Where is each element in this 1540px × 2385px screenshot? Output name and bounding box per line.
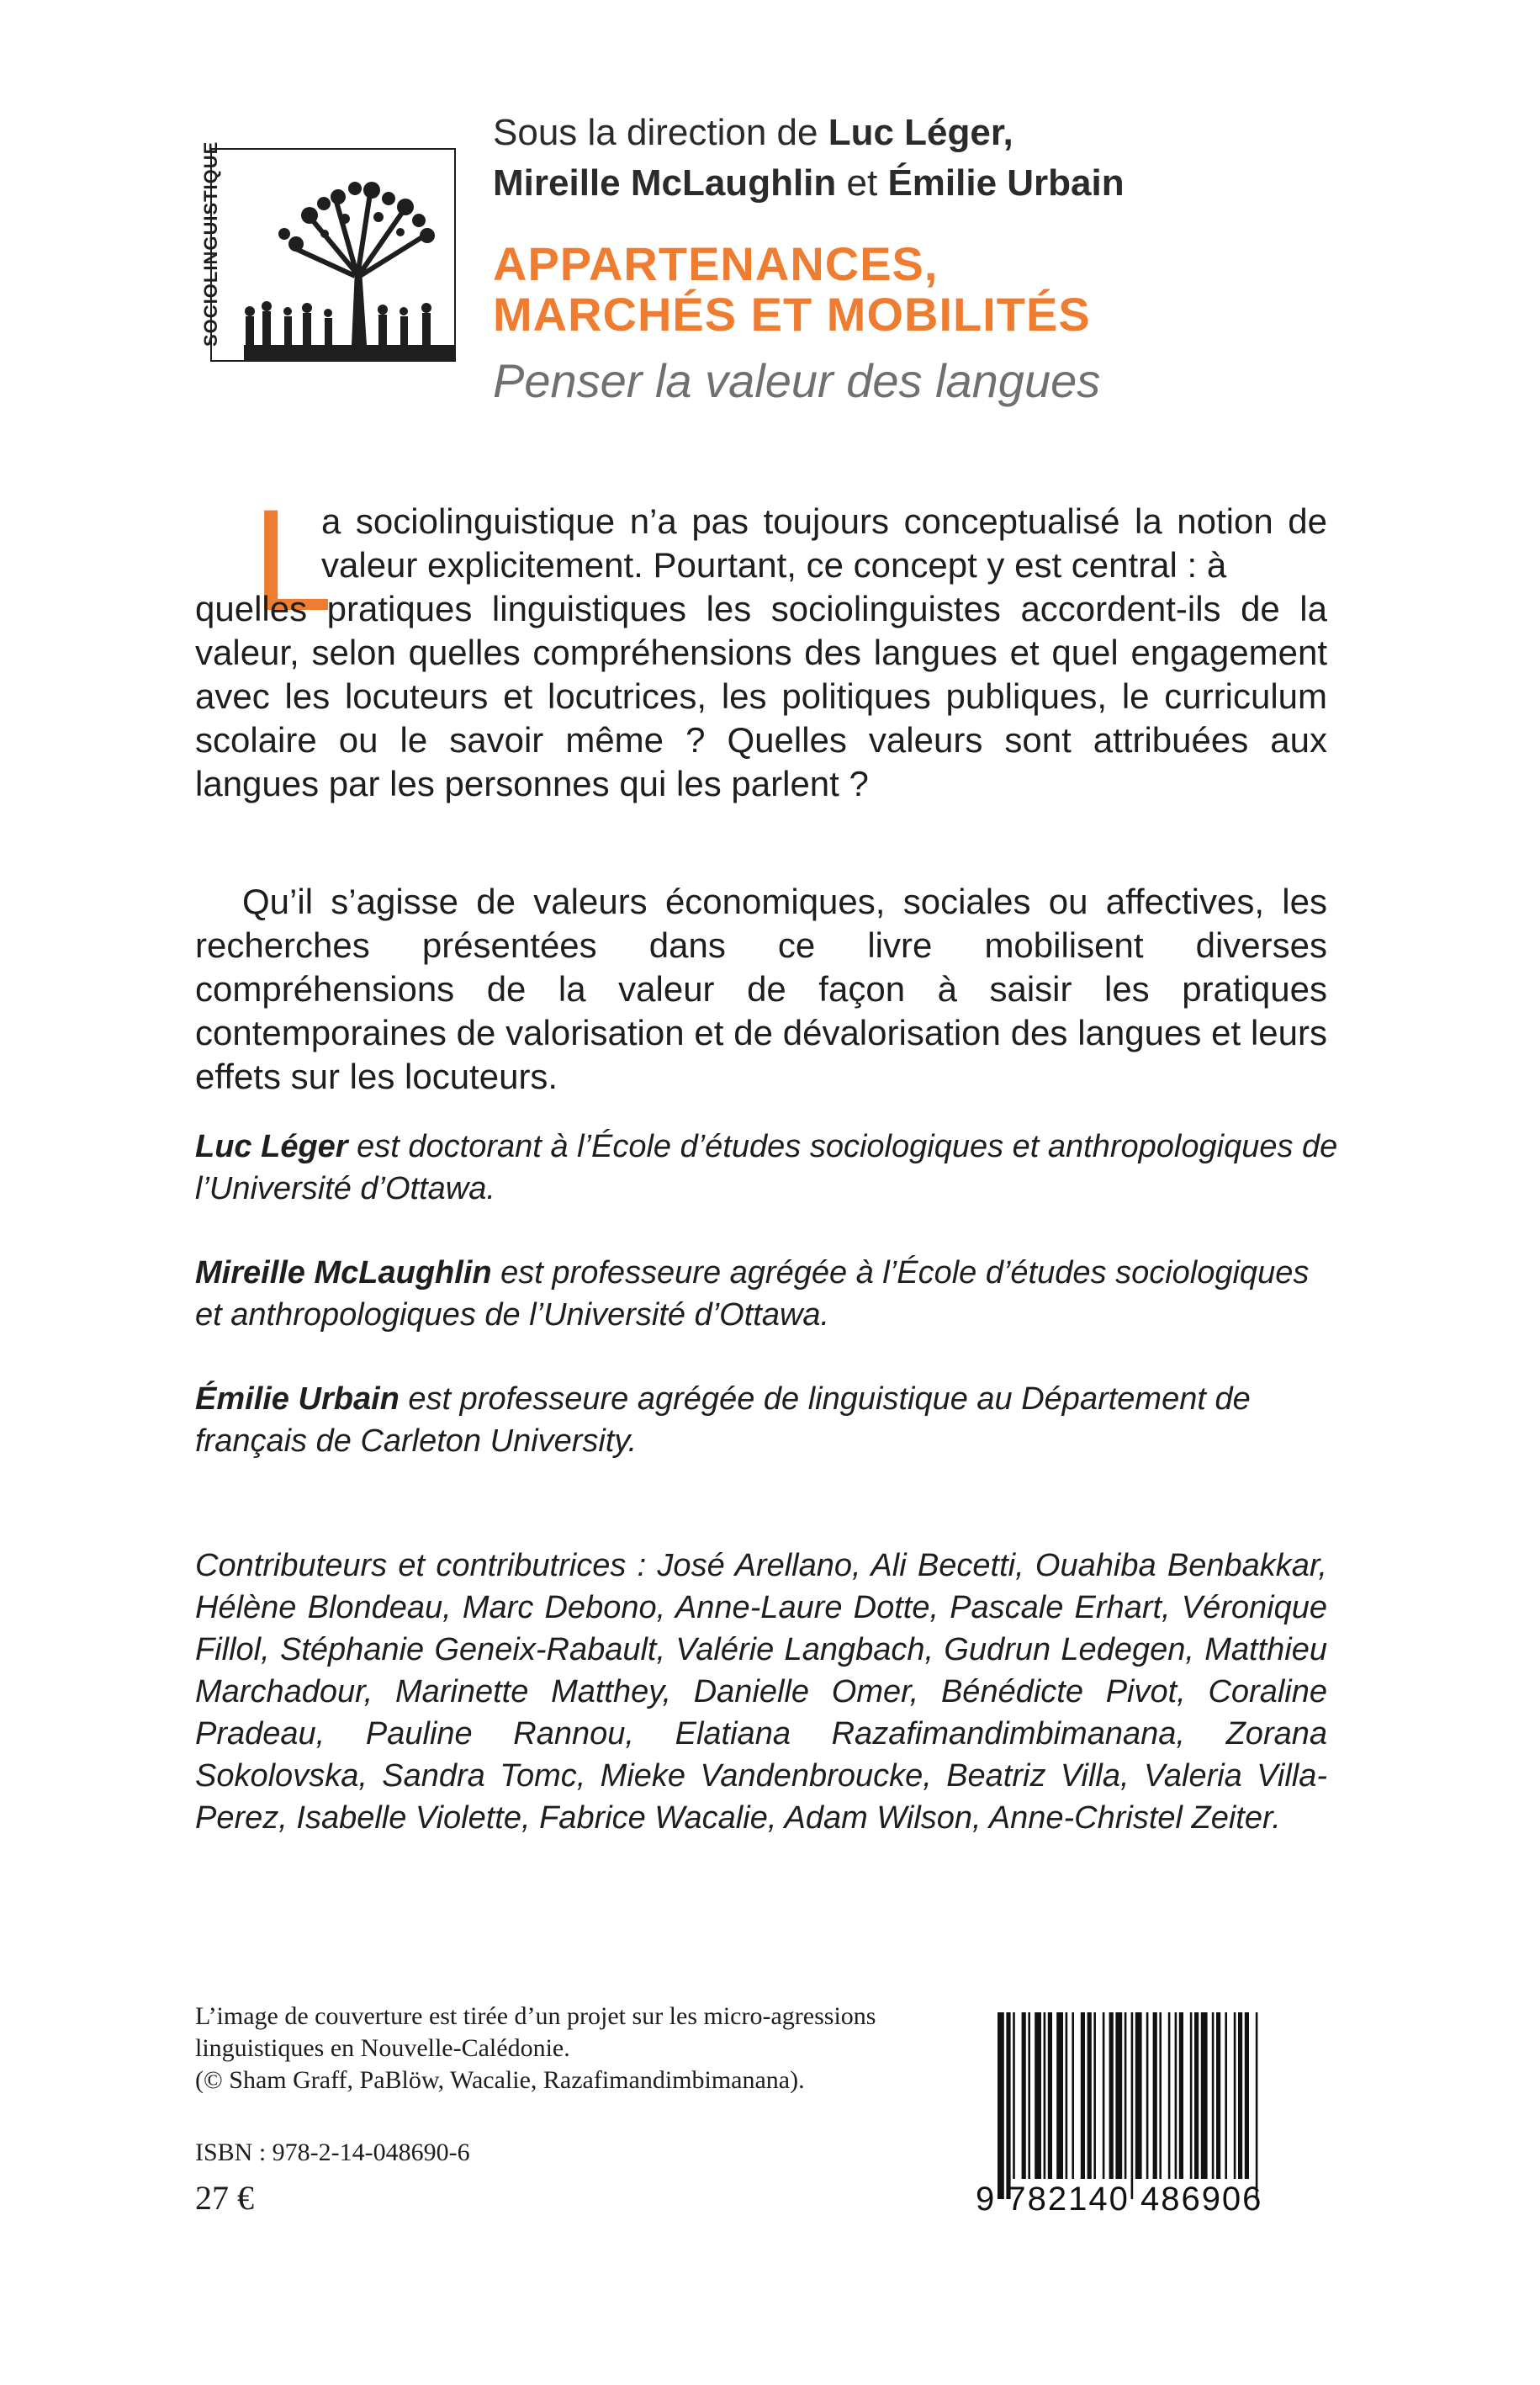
editor-1: Luc Léger,	[828, 112, 1013, 153]
editor-conjunction: et	[836, 162, 888, 204]
barcode-bar	[1225, 2012, 1227, 2179]
author-bio	[195, 1252, 1339, 1336]
barcode-bar	[1048, 2012, 1052, 2179]
barcode-bar	[1234, 2012, 1236, 2179]
credit-line: (© Sham Graff, PaBlöw, Wacalie, Razafimandimbimanana).	[195, 2066, 805, 2094]
book-subtitle: Penser la valeur des langues	[493, 354, 1101, 407]
barcode-bar	[1072, 2012, 1074, 2179]
author-bio-text: est professeure agrégée de linguistique au Département de français de Carleton University.	[195, 1381, 1251, 1459]
direction-line	[493, 108, 1013, 158]
editors-line	[493, 158, 1125, 209]
editor-2: Mireille McLaughlin	[493, 162, 837, 204]
blurb-paragraph-1	[195, 500, 1327, 806]
barcode-bar	[1245, 2012, 1249, 2179]
barcode-bar	[1238, 2012, 1242, 2179]
credit-line: linguistiques en Nouvelle-Calédonie.	[195, 2034, 570, 2062]
barcode-digits: 9 782140 486906	[976, 2181, 1263, 2218]
author-name: Émilie Urbain	[195, 1381, 400, 1417]
blurb-paragraph-2: Qu’il s’agisse de valeurs économiques, sociales ou affectives, les recherches présentées dans ce livre mobilisent diverses compréhensions de la valeur de façon à saisir les pratiques contemporaines de valorisation et de dévalorisation des langues et leurs effets sur les locuteurs.	[195, 882, 1327, 1096]
barcode-bar	[1035, 2012, 1041, 2179]
collection-name: SOCIOLINGUISTIQUE	[200, 140, 221, 347]
barcode-bar	[1103, 2012, 1105, 2179]
barcode-bar	[1159, 2012, 1162, 2179]
author-name: Mireille McLaughlin	[195, 1255, 492, 1291]
book-title-line-1: APPARTENANCES,	[493, 237, 939, 290]
barcode-bar	[1013, 2012, 1015, 2179]
barcode-bar	[1190, 2012, 1193, 2179]
barcode-bar	[1066, 2012, 1068, 2179]
isbn: ISBN : 978-2-14-048690-6	[195, 2139, 470, 2166]
book-title-line-2: MARCHÉS ET MOBILITÉS	[493, 288, 1091, 341]
tree-illustration-icon	[244, 168, 454, 360]
barcode-bar	[1022, 2012, 1026, 2179]
cover-image-credit	[195, 2001, 952, 2096]
author-bio	[195, 1378, 1339, 1462]
price: 27 €	[195, 2179, 254, 2217]
editor-3: Émilie Urbain	[887, 162, 1125, 204]
barcode-bar	[1088, 2012, 1092, 2179]
barcode-bar	[1093, 2012, 1096, 2179]
barcode-bar	[1153, 2012, 1157, 2179]
contributors-list: Contributeurs et contributrices : José Arellano, Ali Becetti, Ouahiba Benbakkar, Hélène Blondeau, Marc Debono, Anne-Laure Dotte, Pascale Erhart, Véronique Fillol, Stéphanie Geneix-Rabault, Valérie Langbach, Gudrun Ledegen, Matthieu Marchadour, Marinette Matthey, Danielle Omer, Bénédicte Pivot, Coraline Pradeau, Pauline Rannou, Elatiana Razafimandimbimanana, Zorana Sokolovska, Sandra Tomc, Mieke Vandenbroucke, Beatriz Villa, Valeria Villa-Perez, Isabelle Violette, Fabrice Wacalie, Adam Wilson, Anne-Christel Zeiter.	[195, 1548, 1327, 1836]
barcode-bar	[1125, 2012, 1127, 2179]
author-name: Luc Léger	[195, 1129, 348, 1164]
blurb-paragraph-1-lead: a sociolinguistique n’a pas toujours conceptualisé la notion de valeur explicitement. Pourtant, ce concept y est central : à	[321, 501, 1327, 585]
barcode-bar	[1044, 2012, 1046, 2179]
barcode-bar	[1028, 2012, 1030, 2179]
author-bio	[195, 1126, 1339, 1210]
barcode-bar	[1135, 2012, 1142, 2179]
barcode-bar	[1194, 2012, 1199, 2179]
blurb-paragraph-1-rest: quelles pratiques linguistiques les sociolinguistes accordent-ils de la valeur, selon quelles compréhensions des langues et quel engagement avec les locuteurs et locutrices, les politiques publiques, le curriculum scolaire ou le savoir même ? Quelles valeurs sont attribuées aux langues par les personnes qui les parlent ?	[195, 589, 1327, 803]
barcode-bar	[1201, 2012, 1208, 2179]
direction-prefix: Sous la direction de	[493, 112, 828, 153]
barcode-bar	[1056, 2012, 1063, 2179]
barcode-bar	[1216, 2012, 1220, 2179]
barcode-bar	[1115, 2012, 1122, 2179]
drop-cap: L	[252, 480, 333, 641]
barcode-bar	[1006, 2012, 1010, 2199]
barcode-bar	[1131, 2012, 1134, 2199]
barcode-bar	[1146, 2012, 1149, 2179]
barcode-bar	[1081, 2012, 1085, 2179]
credit-line: L’image de couverture est tirée d’un projet sur les micro-agressions	[195, 2002, 876, 2030]
author-bio-text: est professeure agrégée à l’École d’études sociologiques et anthropologiques de l’Université d’Ottawa.	[195, 1255, 1310, 1333]
barcode-bar	[1168, 2012, 1171, 2179]
barcode-bar	[1175, 2012, 1177, 2179]
author-bio-text: est doctorant à l’École d’études sociologiques et anthropologiques de l’Université d’Ottawa.	[195, 1129, 1338, 1206]
barcode-bar	[1212, 2012, 1215, 2179]
barcode-bar	[1179, 2012, 1183, 2179]
barcode-bar	[1256, 2012, 1258, 2199]
barcode-bar	[998, 2012, 1004, 2199]
barcode-bar	[1109, 2012, 1114, 2179]
